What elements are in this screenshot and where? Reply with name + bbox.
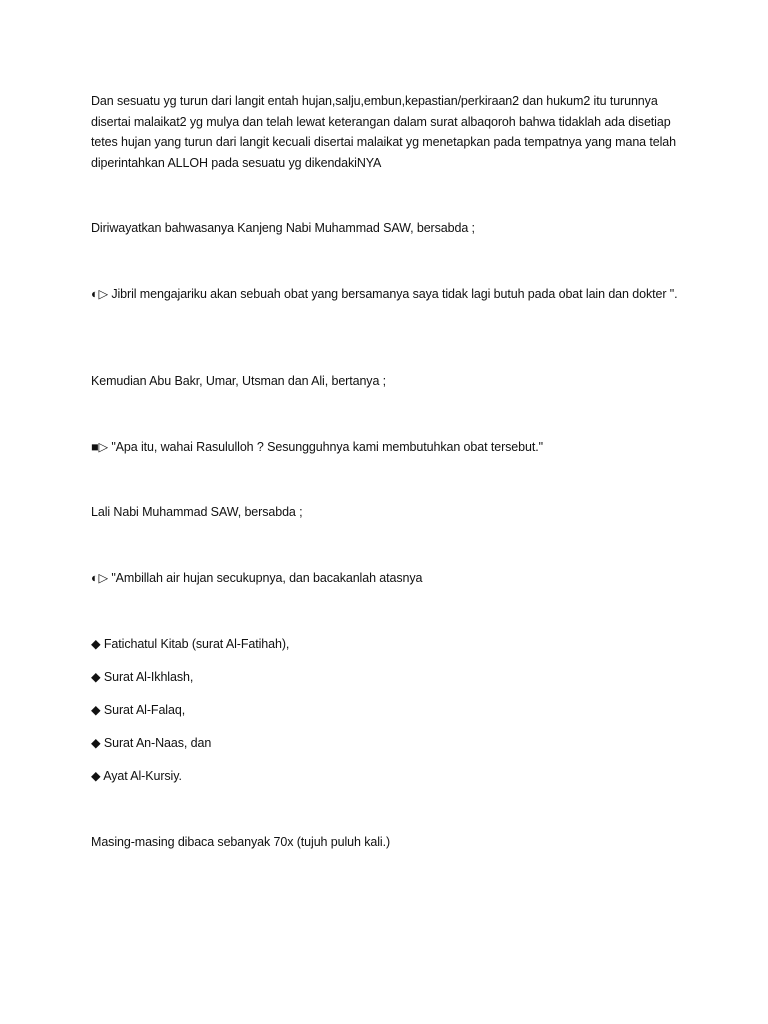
paragraph-companions-ask: Kemudian Abu Bakr, Umar, Utsman dan Ali, bertanya ; [91, 374, 387, 388]
list-item-ikhlash: ◆ Surat Al-Ikhlash, [91, 670, 194, 684]
list-item-kursiy: ◆ Ayat Al-Kursiy. [91, 769, 182, 783]
paragraph-prophet-says: Lali Nabi Muhammad SAW, bersabda ; [91, 505, 303, 519]
paragraph-instruction-quote: ◐▷ "Ambillah air hujan secukupnya, dan bacakanlah atasnya [91, 571, 423, 585]
paragraph-narration: Diriwayatkan bahwasanya Kanjeng Nabi Muhammad SAW, bersabda ; [91, 221, 475, 235]
paragraph-jibril-quote: ◐▷ Jibril mengajariku akan sebuah obat yang bersamanya saya tidak lagi butuh pada obat lain dan dokter ". [91, 287, 678, 301]
paragraph-question-quote: ■▷ "Apa itu, wahai Rasululloh ? Sesungguhnya kami membutuhkan obat tersebut." [91, 440, 543, 454]
list-item-naas: ◆ Surat An-Naas, dan [91, 736, 212, 750]
paragraph-recitation-count: Masing-masing dibaca sebanyak 70x (tujuh puluh kali.) [91, 835, 391, 849]
list-item-falaq: ◆ Surat Al-Falaq, [91, 703, 186, 717]
paragraph-intro: Dan sesuatu yg turun dari langit entah hujan,salju,embun,kepastian/perkiraan2 dan hukum2 itu turunnya disertai malaikat2 yg mulya dan telah lewat keterangan dalam surat albaqoroh bahwa tidaklah ada disetiap tetes hujan yang turun dari langit kecuali disertai malaikat yg menetapkan pada tempatnya yang mana telah diperintahkan ALLOH pada sesuatu yg dikendakiNYA [91, 94, 677, 170]
list-item-fatihah: ◆ Fatichatul Kitab (surat Al-Fatihah), [91, 637, 290, 651]
